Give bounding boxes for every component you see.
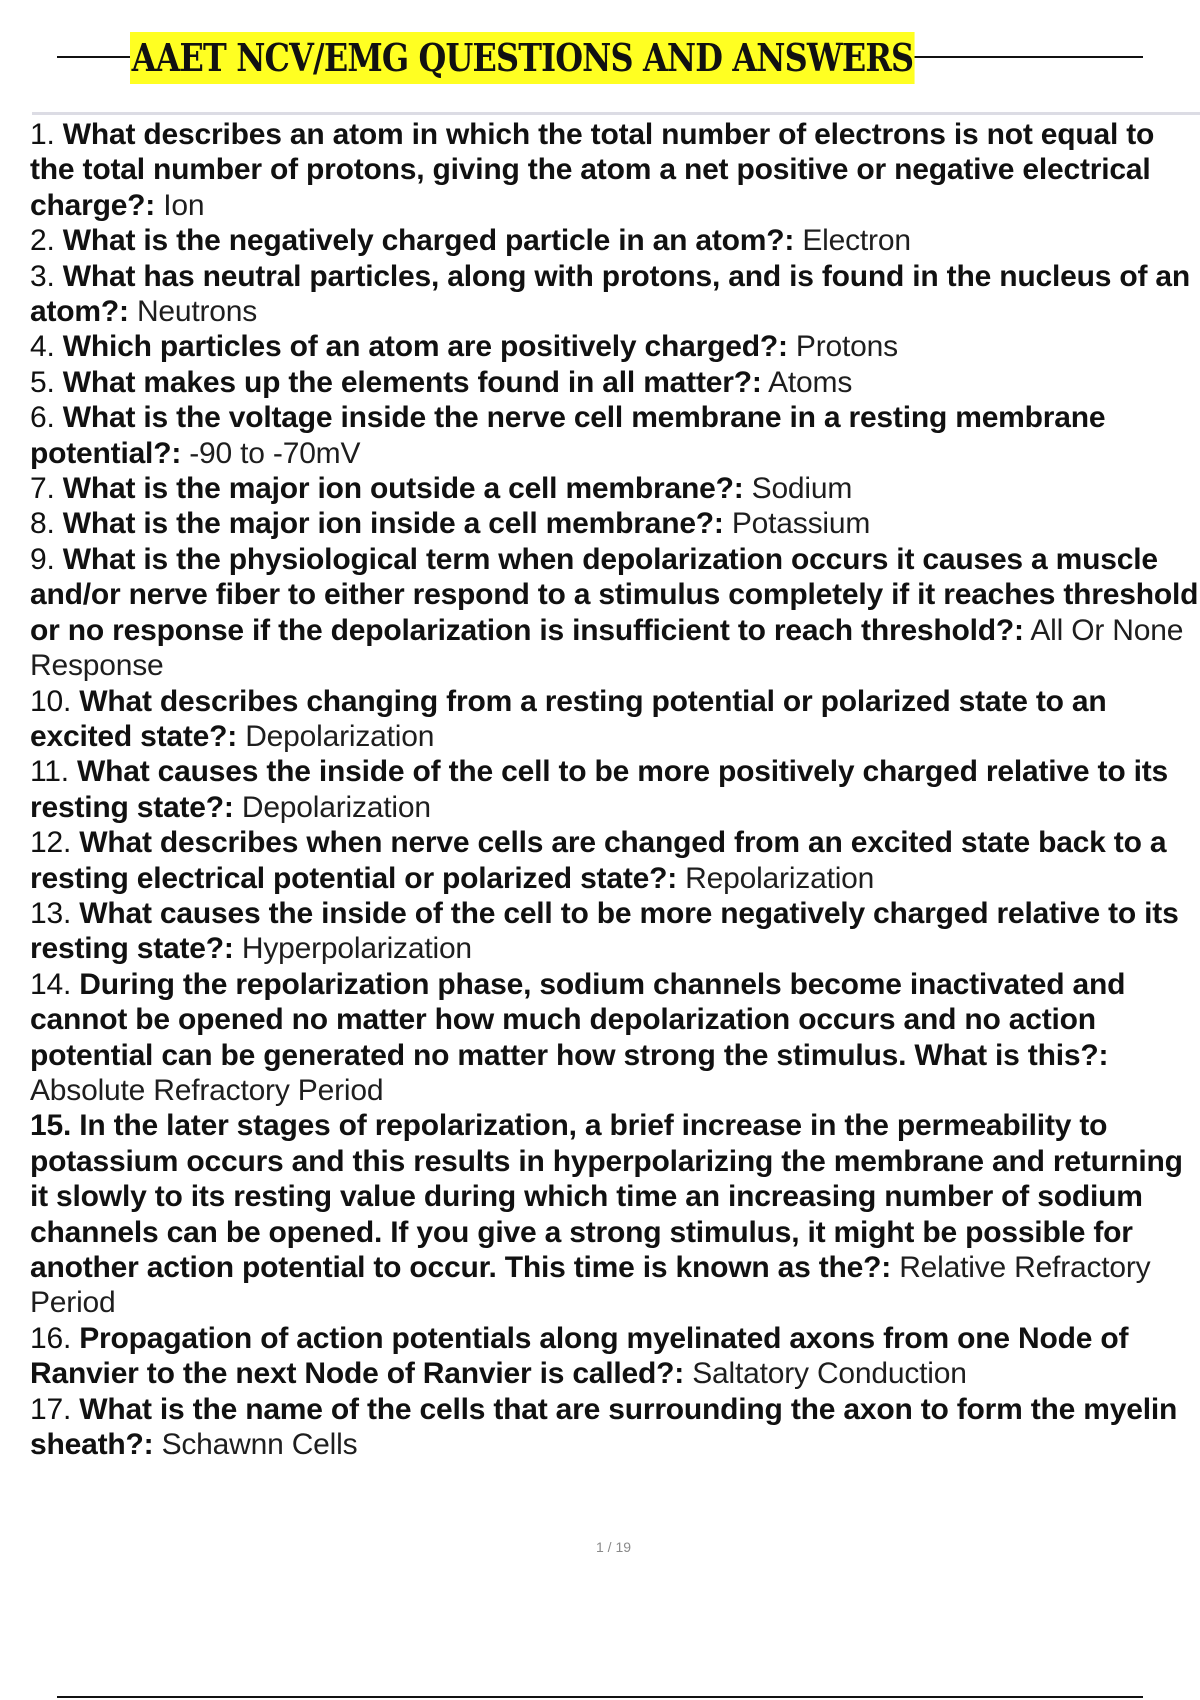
document-title: AAET NCV/EMG QUESTIONS AND ANSWERS <box>130 32 915 84</box>
qa-answer: Sodium <box>751 472 853 506</box>
header-divider <box>32 112 1200 115</box>
qa-number: 11. <box>30 755 69 789</box>
qa-answer: Neutrons <box>136 295 258 329</box>
qa-number: 10. <box>30 684 72 718</box>
qa-number: 2. <box>30 224 55 258</box>
qa-question: What is the major ion outside a cell membrane?: <box>62 472 744 506</box>
qa-number: 5. <box>30 365 55 399</box>
qa-number: 3. <box>30 259 55 293</box>
qa-item <box>30 825 1200 896</box>
qa-item <box>30 471 1200 506</box>
qa-answer: -90 to -70mV <box>189 436 361 470</box>
qa-question: What causes the inside of the cell to be more positively charged relative to its resting state?: <box>30 755 1168 824</box>
qa-question: What has neutral particles, along with protons, and is found in the nucleus of an atom?: <box>30 259 1190 329</box>
qa-number: 15. <box>30 1109 72 1143</box>
qa-item <box>30 1321 1200 1392</box>
qa-question: What makes up the elements found in all matter?: <box>62 365 762 399</box>
qa-item <box>30 542 1200 684</box>
page-indicator: 1 / 19 <box>595 1539 632 1555</box>
qa-answer: Depolarization <box>241 790 431 824</box>
qa-question: What is the physiological term when depolarization occurs it causes a muscle and/or nerve fiber to either respond to a stimulus completely if it reaches threshold or no response if the depolarization is insufficient to reach threshold?: <box>30 542 1199 647</box>
qa-answer: All Or None Response <box>30 613 1184 683</box>
qa-question: What describes changing from a resting potential or polarized state to an excited state?: <box>30 684 1107 753</box>
qa-number: 14. <box>30 967 72 1001</box>
qa-item <box>30 754 1200 825</box>
qa-number: 6. <box>30 401 55 435</box>
qa-answer: Ion <box>163 188 205 222</box>
qa-item <box>30 967 1200 1109</box>
qa-number: 7. <box>30 472 55 506</box>
qa-item <box>30 1108 1200 1320</box>
qa-item <box>30 329 1200 364</box>
qa-number: 12. <box>30 826 72 860</box>
qa-question: Which particles of an atom are positively charged?: <box>62 330 788 364</box>
qa-number: 16. <box>30 1321 72 1355</box>
qa-list <box>30 117 1200 1462</box>
qa-answer: Potassium <box>731 507 871 541</box>
qa-answer: Absolute Refractory Period <box>30 1073 384 1107</box>
qa-answer: Atoms <box>768 365 853 399</box>
qa-item <box>30 684 1200 755</box>
qa-answer: Schawnn Cells <box>161 1428 358 1462</box>
qa-question: What is the negatively charged particle in an atom?: <box>62 224 795 258</box>
qa-item <box>30 896 1200 967</box>
bottom-rule <box>57 1696 1143 1698</box>
qa-question: What describes an atom in which the total number of electrons is not equal to the total number of protons, giving the atom a net positive or negative electrical charge?: <box>30 118 1155 222</box>
qa-answer: Protons <box>795 330 898 364</box>
qa-question: What is the major ion inside a cell membrane?: <box>62 507 724 541</box>
qa-item <box>30 506 1200 541</box>
qa-number: 4. <box>30 330 55 364</box>
qa-item <box>30 365 1200 400</box>
qa-answer: Relative Refractory Period <box>30 1251 1151 1320</box>
qa-answer: Saltatory Conduction <box>692 1357 967 1391</box>
qa-answer: Depolarization <box>245 719 435 753</box>
qa-question: What causes the inside of the cell to be more negatively charged relative to its resting state?: <box>30 896 1179 966</box>
qa-number: 8. <box>30 507 55 541</box>
qa-item <box>30 117 1200 223</box>
qa-number: 1. <box>30 118 55 151</box>
qa-question: Propagation of action potentials along myelinated axons from one Node of Ranvier to the next Node of Ranvier is called?: <box>30 1321 1129 1391</box>
qa-question: During the repolarization phase, sodium channels become inactivated and cannot be opened no matter how much depolarization occurs and no action potential can be generated no matter how strong the stimulus. What is this?: <box>30 967 1126 1072</box>
qa-question: What is the voltage inside the nerve cell membrane in a resting membrane potential?: <box>30 401 1106 470</box>
qa-number: 17. <box>30 1392 72 1426</box>
qa-item <box>30 1392 1200 1463</box>
qa-item <box>30 259 1200 330</box>
qa-answer: Repolarization <box>685 861 875 895</box>
qa-question: What is the name of the cells that are surrounding the axon to form the myelin sheath?: <box>30 1392 1178 1462</box>
qa-question: In the later stages of repolarization, a brief increase in the permeability to potassium occurs and this results in hyperpolarizing the membrane and returning it slowly to its resting value during which time an increasing number of sodium channels can be opened. If you give a strong stimulus, it might be possible for another action potential to occur. This time is known as the?: <box>30 1109 1183 1284</box>
qa-number: 9. <box>30 542 55 576</box>
qa-item <box>30 400 1200 471</box>
qa-answer: Electron <box>802 224 911 258</box>
qa-item <box>30 223 1200 258</box>
qa-question: What describes when nerve cells are changed from an excited state back to a resting electrical potential or polarized state?: <box>30 826 1167 895</box>
qa-number: 13. <box>30 896 72 930</box>
qa-answer: Hyperpolarization <box>241 932 472 966</box>
